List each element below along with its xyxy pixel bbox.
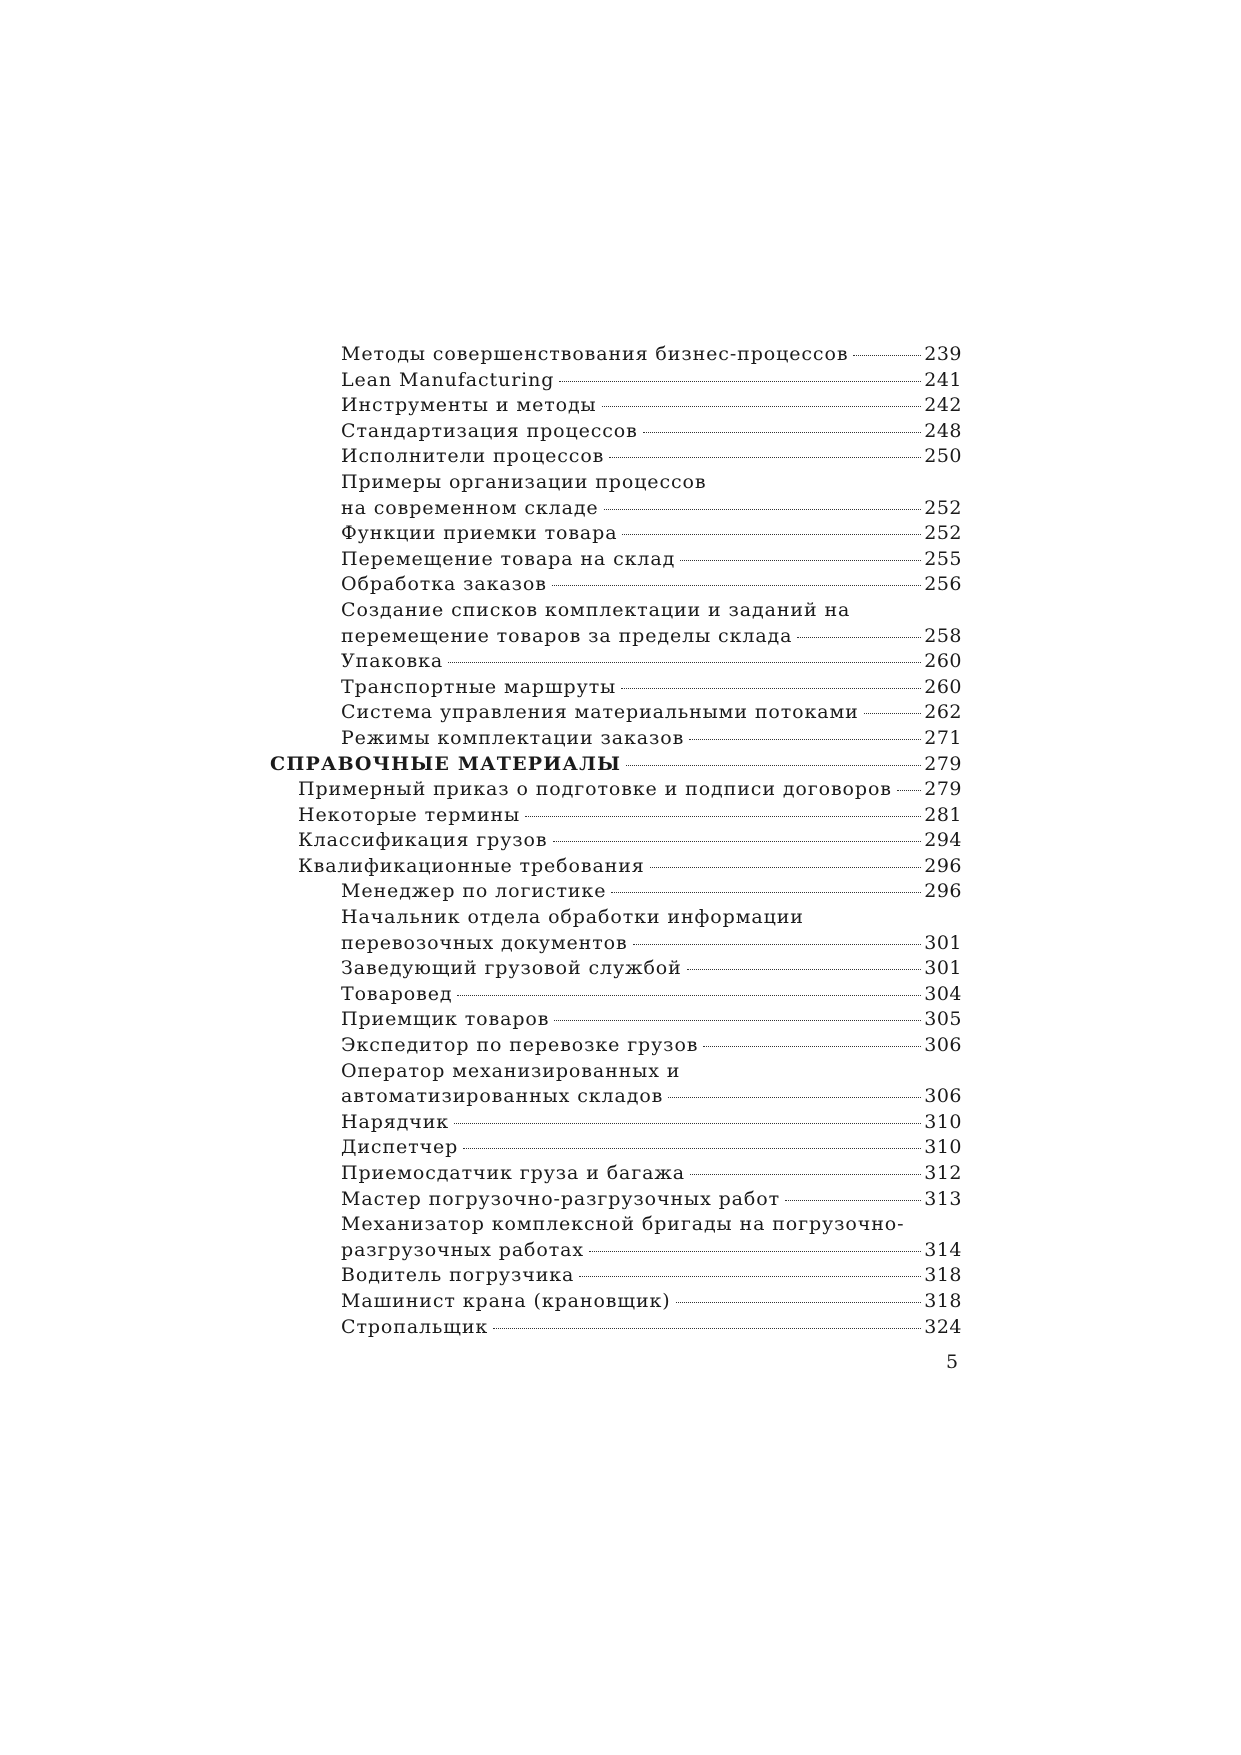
toc-entry [270, 905, 962, 956]
dot-leader [864, 713, 921, 714]
toc-entry-title: автоматизированных складов [341, 1085, 664, 1108]
toc-entry [270, 675, 962, 701]
toc-entry-title: Lean Manufacturing [341, 368, 555, 391]
dot-leader [622, 534, 921, 535]
dot-leader [463, 1148, 921, 1149]
toc-entry [270, 1110, 962, 1136]
dot-leader [853, 355, 921, 356]
toc-entry-title: на современном складе [341, 496, 599, 519]
toc-entry [270, 982, 962, 1008]
toc-entry-title: Обработка заказов [341, 573, 547, 596]
toc-entry-page: 312 [924, 1162, 962, 1184]
dot-leader [633, 944, 922, 945]
toc-entry [270, 1187, 962, 1213]
toc-entry-page: 310 [924, 1110, 962, 1133]
toc-entry-page: 279 [924, 778, 962, 801]
toc-entry [270, 470, 962, 521]
toc-entry-title: Приемщик товаров [341, 1008, 550, 1031]
dot-leader [552, 585, 921, 586]
toc-entry-title: Исполнители процессов [341, 445, 605, 468]
toc-entry-title-line1: Механизатор комплексной бригады на погрузочно- [341, 1213, 905, 1236]
toc-entry-page: 241 [924, 368, 962, 391]
dot-leader [589, 1251, 921, 1252]
dot-leader [703, 1046, 921, 1047]
dot-leader [621, 688, 921, 689]
toc-entry-page: 248 [924, 419, 962, 442]
toc-entry [270, 1033, 962, 1059]
toc-entry-page: 271 [924, 726, 962, 749]
toc-entry-page: 239 [924, 343, 962, 365]
toc-entry-page: 313 [924, 1187, 962, 1210]
toc-entry-title: Нарядчик [341, 1110, 450, 1133]
dot-leader [680, 560, 921, 561]
toc-entry [270, 828, 962, 854]
toc-entry-title: Стандартизация процессов [341, 419, 638, 442]
toc-entry [270, 700, 962, 726]
dot-leader [785, 1200, 921, 1201]
dot-leader [579, 1276, 921, 1277]
toc-entry-title: Водитель погрузчика [341, 1264, 575, 1287]
dot-leader [643, 432, 921, 433]
toc-entry [270, 368, 962, 394]
toc-entry-page: 305 [924, 1008, 962, 1031]
toc-entry-title: Перемещение товара на склад [341, 547, 676, 570]
toc-entry-title: Упаковка [341, 650, 444, 673]
dot-leader [689, 739, 921, 740]
toc-entry-page: 256 [924, 573, 962, 596]
toc-entry [270, 752, 962, 778]
toc-entry [270, 393, 962, 419]
toc-entry-title: перевозочных документов [341, 931, 628, 954]
dot-leader [650, 867, 922, 868]
toc-entry-page: 279 [924, 752, 962, 775]
toc-entry-title: Примерный приказ о подготовке и подписи договоров [298, 778, 892, 801]
toc-entry-title: Товаровед [341, 982, 453, 1005]
toc-entry-page: 304 [924, 982, 962, 1005]
toc-entry-title: Менеджер по логистике [341, 880, 607, 903]
toc-entry-title-line1: Примеры организации процессов [341, 470, 707, 493]
toc-entry-title: Мастер погрузочно-разгрузочных работ [341, 1187, 780, 1210]
toc-entry [270, 777, 962, 803]
dot-leader [611, 892, 921, 893]
toc-entry-page: 318 [924, 1289, 962, 1312]
toc-entry-page: 260 [924, 675, 962, 698]
toc-entry-page: 301 [924, 931, 962, 954]
toc-entry [270, 1161, 962, 1187]
toc-entry [270, 649, 962, 675]
dot-leader [454, 1123, 921, 1124]
dot-leader [626, 765, 921, 766]
toc-entry-page: 260 [924, 650, 962, 673]
toc-entry [270, 1135, 962, 1161]
dot-leader [457, 995, 921, 996]
toc-entry [270, 572, 962, 598]
dot-leader [687, 969, 922, 970]
dot-leader [609, 457, 921, 458]
toc-entry [270, 879, 962, 905]
dot-leader [690, 1174, 921, 1175]
toc-entry-page: 252 [924, 522, 962, 545]
dot-leader [553, 841, 922, 842]
toc-entry [270, 342, 962, 368]
toc-entry-title-line1: Начальник отдела обработки информации [341, 906, 804, 929]
toc-entry-title: Система управления материальными потоками [341, 701, 859, 724]
toc-entry-title: Инструменты и методы [341, 394, 597, 417]
dot-leader [676, 1302, 922, 1303]
toc-entry-title: Заведующий грузовой службой [341, 957, 682, 980]
toc-entry-page: 314 [924, 1238, 962, 1261]
toc-entry-title: Функции приемки товара [341, 522, 618, 545]
toc-entry-title-line1: Оператор механизированных и [341, 1059, 681, 1082]
toc-entry-page: 296 [924, 880, 962, 903]
dot-leader [559, 381, 921, 382]
toc-entry-title: Транспортные маршруты [341, 675, 617, 698]
toc-entry-page: 306 [924, 1034, 962, 1057]
toc-entry-page: 310 [924, 1136, 962, 1159]
toc-entry-title: разгрузочных работах [341, 1238, 584, 1261]
toc-entry-page: 252 [924, 496, 962, 519]
toc-entry [270, 726, 962, 752]
dot-leader [554, 1020, 921, 1021]
toc-entry [270, 419, 962, 445]
dot-leader [525, 816, 921, 817]
toc-entry-page: 306 [924, 1085, 962, 1108]
toc-entry [270, 803, 962, 829]
toc-entry [270, 521, 962, 547]
toc-entry-page: 250 [924, 445, 962, 468]
toc-entry-title: Стропальщик [341, 1315, 489, 1338]
toc-entry [270, 854, 962, 880]
toc-entry-title: Методы совершенствования бизнес-процессов [341, 343, 849, 365]
toc-entry-title: Классификация грузов [298, 829, 548, 852]
dot-leader [668, 1097, 921, 1098]
toc-entry-title: СПРАВОЧНЫЕ МАТЕРИАЛЫ [270, 752, 622, 775]
toc-entry-page: 281 [924, 803, 962, 826]
dot-leader [602, 406, 922, 407]
toc-entry-title: Экспедитор по перевозке грузов [341, 1034, 699, 1057]
toc-entry-title: Квалификационные требования [298, 854, 645, 877]
toc-entry-page: 294 [924, 829, 962, 852]
table-of-contents [270, 342, 962, 1340]
dot-leader [448, 662, 921, 663]
toc-entry [270, 547, 962, 573]
toc-entry-page: 258 [924, 624, 962, 647]
toc-entry [270, 444, 962, 470]
toc-entry-title-line1: Создание списков комплектации и заданий на [341, 598, 851, 621]
toc-entry [270, 1059, 962, 1110]
toc-entry-title: Режимы комплектации заказов [341, 726, 685, 749]
toc-entry-page: 296 [924, 854, 962, 877]
toc-entry-title: Диспетчер [341, 1136, 459, 1159]
toc-entry-page: 242 [924, 394, 962, 417]
toc-entry [270, 598, 962, 649]
toc-entry [270, 1315, 962, 1341]
dot-leader [493, 1328, 921, 1329]
toc-entry [270, 956, 962, 982]
toc-entry [270, 1007, 962, 1033]
toc-entry [270, 1263, 962, 1289]
dot-leader [797, 637, 921, 638]
toc-entry-title: Некоторые термины [298, 803, 521, 826]
toc-entry-title: Приемосдатчик груза и багажа [341, 1162, 685, 1184]
toc-entry-title: Машинист крана (крановщик) [341, 1289, 671, 1312]
toc-entry-title: перемещение товаров за пределы склада [341, 624, 793, 647]
toc-entry-page: 324 [924, 1315, 962, 1338]
dot-leader [604, 509, 922, 510]
toc-entry-page: 255 [924, 547, 962, 570]
page-number: 5 [946, 1351, 959, 1373]
toc-entry [270, 1289, 962, 1315]
toc-entry [270, 1212, 962, 1263]
toc-entry-page: 301 [924, 957, 962, 980]
toc-entry-page: 318 [924, 1264, 962, 1287]
dot-leader [897, 790, 921, 791]
toc-entry-page: 262 [924, 701, 962, 724]
